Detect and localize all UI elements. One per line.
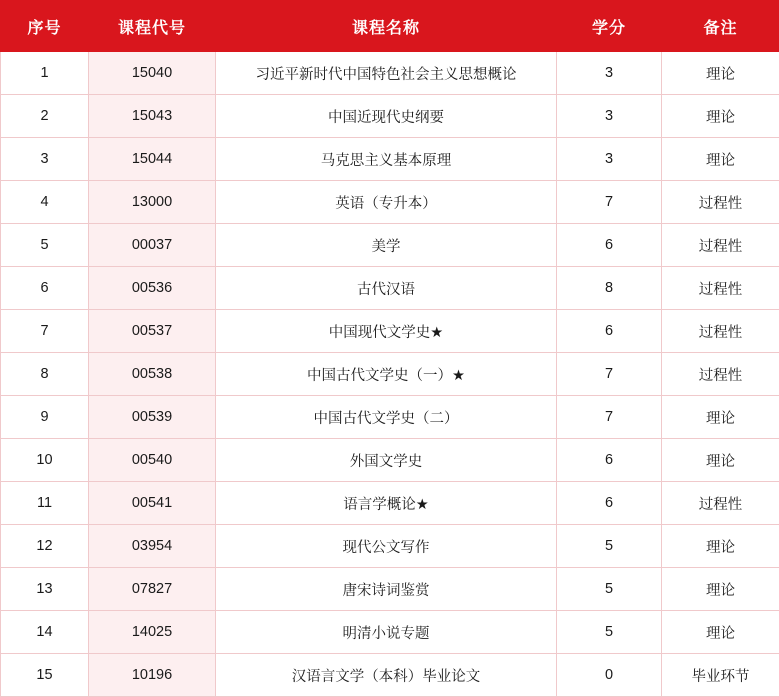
cell-name: 汉语言文学（本科）毕业论文 [216, 654, 557, 697]
table-row [1, 611, 779, 654]
cell-index: 9 [1, 396, 89, 439]
table-row [1, 396, 779, 439]
cell-index: 6 [1, 267, 89, 310]
cell-index: 7 [1, 310, 89, 353]
cell-index: 8 [1, 353, 89, 396]
cell-name: 语言学概论★ [216, 482, 557, 525]
column-header-index: 序号 [1, 1, 89, 52]
cell-credit: 6 [557, 482, 662, 525]
table-row [1, 138, 779, 181]
cell-name: 马克思主义基本原理 [216, 138, 557, 181]
column-header-remark: 备注 [662, 1, 779, 52]
cell-remark: 过程性 [662, 482, 779, 525]
cell-index: 14 [1, 611, 89, 654]
cell-code: 00541 [89, 482, 216, 525]
table-header [1, 1, 779, 52]
cell-code: 13000 [89, 181, 216, 224]
cell-index: 1 [1, 52, 89, 95]
cell-index: 12 [1, 525, 89, 568]
cell-credit: 7 [557, 396, 662, 439]
column-header-name: 课程名称 [216, 1, 557, 52]
cell-code: 00540 [89, 439, 216, 482]
cell-code: 15040 [89, 52, 216, 95]
cell-code: 15043 [89, 95, 216, 138]
cell-index: 11 [1, 482, 89, 525]
table-row [1, 482, 779, 525]
table-row [1, 568, 779, 611]
cell-credit: 0 [557, 654, 662, 697]
cell-index: 13 [1, 568, 89, 611]
table-row [1, 654, 779, 697]
cell-name: 习近平新时代中国特色社会主义思想概论 [216, 52, 557, 95]
cell-remark: 理论 [662, 568, 779, 611]
cell-code: 00537 [89, 310, 216, 353]
cell-remark: 理论 [662, 396, 779, 439]
cell-index: 10 [1, 439, 89, 482]
cell-credit: 7 [557, 181, 662, 224]
table-row [1, 439, 779, 482]
cell-credit: 6 [557, 310, 662, 353]
cell-remark: 过程性 [662, 224, 779, 267]
cell-index: 2 [1, 95, 89, 138]
cell-index: 5 [1, 224, 89, 267]
cell-name: 中国古代文学史（一）★ [216, 353, 557, 396]
cell-remark: 理论 [662, 52, 779, 95]
cell-code: 00536 [89, 267, 216, 310]
cell-remark: 理论 [662, 138, 779, 181]
cell-name: 中国近现代史纲要 [216, 95, 557, 138]
cell-credit: 3 [557, 52, 662, 95]
column-header-credit: 学分 [557, 1, 662, 52]
cell-remark: 过程性 [662, 267, 779, 310]
cell-credit: 5 [557, 611, 662, 654]
cell-remark: 理论 [662, 95, 779, 138]
table-row [1, 52, 779, 95]
column-header-code: 课程代号 [89, 1, 216, 52]
cell-name: 明清小说专题 [216, 611, 557, 654]
cell-remark: 理论 [662, 525, 779, 568]
cell-name: 外国文学史 [216, 439, 557, 482]
cell-credit: 5 [557, 568, 662, 611]
cell-code: 14025 [89, 611, 216, 654]
cell-index: 4 [1, 181, 89, 224]
cell-credit: 3 [557, 95, 662, 138]
cell-name: 中国古代文学史（二） [216, 396, 557, 439]
table-row [1, 267, 779, 310]
cell-index: 3 [1, 138, 89, 181]
cell-remark: 过程性 [662, 181, 779, 224]
cell-credit: 5 [557, 525, 662, 568]
table-row [1, 95, 779, 138]
cell-credit: 8 [557, 267, 662, 310]
cell-code: 10196 [89, 654, 216, 697]
table-row [1, 310, 779, 353]
cell-credit: 3 [557, 138, 662, 181]
cell-code: 00538 [89, 353, 216, 396]
cell-remark: 过程性 [662, 353, 779, 396]
table-row [1, 353, 779, 396]
cell-remark: 理论 [662, 439, 779, 482]
cell-code: 15044 [89, 138, 216, 181]
cell-name: 古代汉语 [216, 267, 557, 310]
cell-remark: 过程性 [662, 310, 779, 353]
table-row [1, 525, 779, 568]
cell-name: 英语（专升本） [216, 181, 557, 224]
cell-remark: 毕业环节 [662, 654, 779, 697]
cell-remark: 理论 [662, 611, 779, 654]
table-body [1, 52, 779, 697]
cell-name: 中国现代文学史★ [216, 310, 557, 353]
cell-code: 00037 [89, 224, 216, 267]
cell-name: 现代公文写作 [216, 525, 557, 568]
table-row [1, 181, 779, 224]
cell-index: 15 [1, 654, 89, 697]
cell-credit: 7 [557, 353, 662, 396]
cell-name: 唐宋诗词鉴赏 [216, 568, 557, 611]
cell-code: 00539 [89, 396, 216, 439]
cell-code: 07827 [89, 568, 216, 611]
cell-credit: 6 [557, 224, 662, 267]
table-header-row [1, 1, 779, 52]
cell-code: 03954 [89, 525, 216, 568]
table-row [1, 224, 779, 267]
cell-name: 美学 [216, 224, 557, 267]
cell-credit: 6 [557, 439, 662, 482]
